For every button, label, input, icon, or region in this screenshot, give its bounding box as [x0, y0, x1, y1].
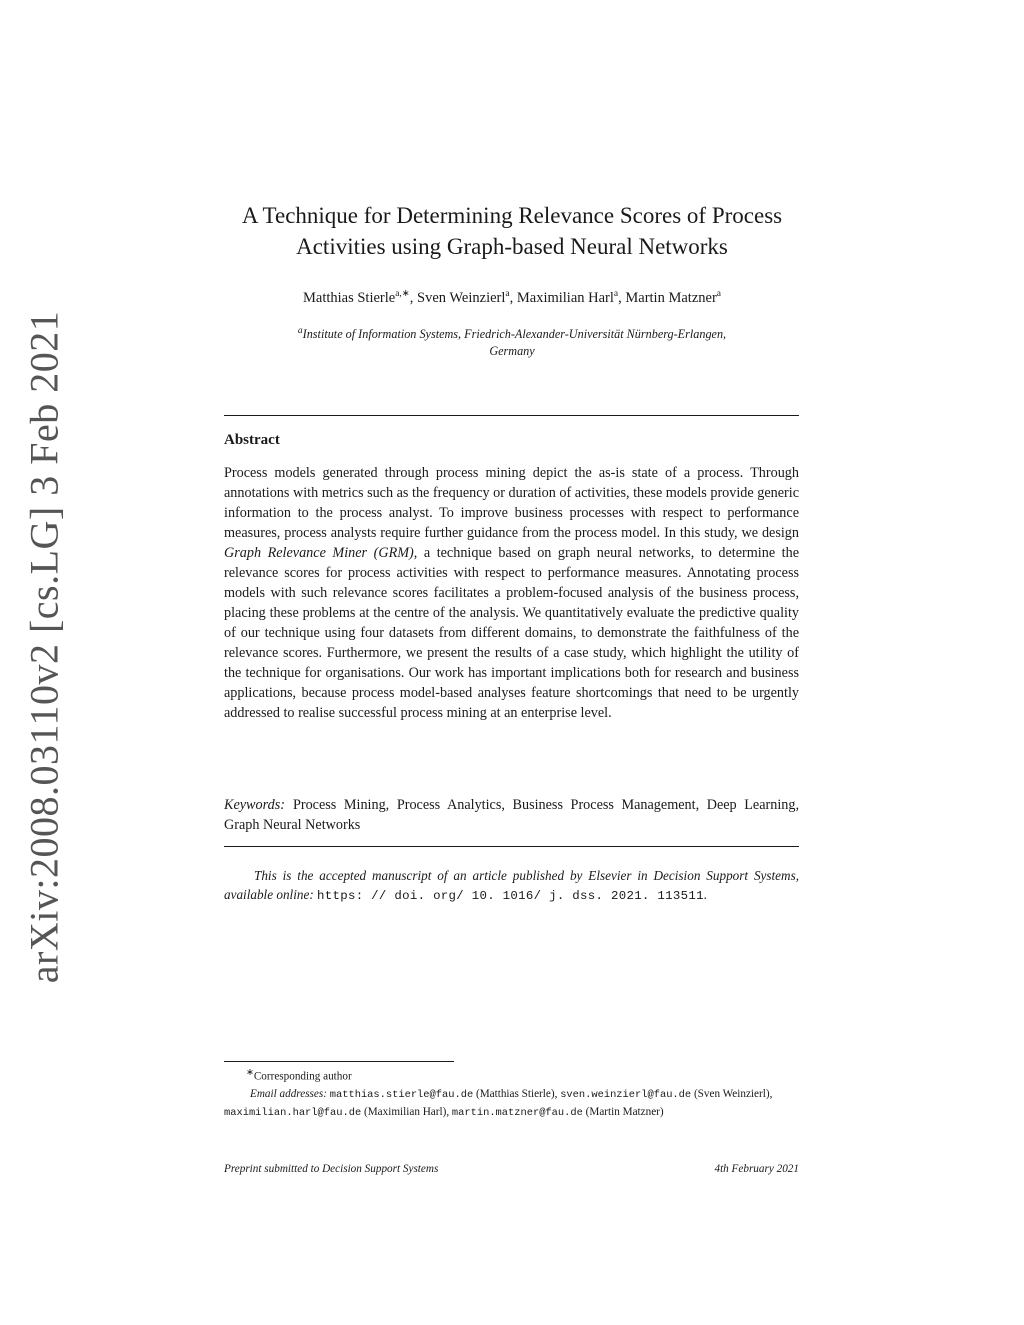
affiliation-line-2: Germany: [489, 344, 535, 359]
email-link[interactable]: martin.matzner@fau.de: [451, 1106, 583, 1119]
email-link[interactable]: matthias.stierle@fau.de: [329, 1088, 474, 1101]
email-owner: (Matthias Stierle): [475, 1087, 555, 1100]
author-affil-mark: a: [613, 289, 619, 299]
author-affil-mark: a: [716, 289, 721, 299]
corresponding-text: Corresponding author: [253, 1070, 352, 1083]
affiliation-mark: a: [297, 326, 303, 336]
preprint-journal: Preprint submitted to Decision Support Systems: [224, 1163, 439, 1175]
email-link[interactable]: sven.weinzierl@fau.de: [560, 1088, 692, 1101]
email-label: Email addresses:: [250, 1087, 327, 1100]
manuscript-note-end: .: [703, 887, 708, 902]
author-list: [212, 288, 812, 307]
author-separator: ,: [409, 289, 418, 306]
author-name: Maximilian Harl: [516, 289, 614, 306]
bottom-divider: [224, 846, 799, 847]
title-line-1: A Technique for Determining Relevance Scores of Process: [241, 203, 783, 228]
abstract-body: [224, 463, 799, 723]
abstract-technique-name: Graph Relevance Miner (GRM): [224, 545, 414, 561]
email-owner: (Martin Matzner): [585, 1105, 664, 1118]
keywords-label: Keywords:: [224, 797, 285, 813]
top-divider: [224, 415, 799, 416]
preprint-date: 4th February 2021: [714, 1163, 799, 1175]
author-name: Martin Matzner: [625, 289, 717, 306]
footnote-rule: [224, 1061, 454, 1062]
author-name: Matthias Stierle: [303, 289, 396, 306]
keywords: [224, 795, 799, 835]
author-affil-mark: a,∗: [395, 289, 410, 299]
corresponding-mark: ∗: [246, 1068, 254, 1078]
doi-link[interactable]: https: // doi. org/ 10. 1016/ j. dss. 2021. 113511: [317, 889, 704, 903]
affiliation: [212, 323, 812, 360]
arxiv-identifier: arXiv:2008.03110v2 [cs.LG] 3 Feb 2021: [21, 310, 67, 984]
manuscript-note-text: This is the accepted manuscript of an article published by Elsevier in Decision Support Systems, available online:: [224, 868, 799, 902]
manuscript-note: [224, 866, 799, 906]
abstract-heading: Abstract: [224, 432, 280, 448]
keywords-text: Process Mining, Process Analytics, Business Process Management, Deep Learning, Graph Neural Networks: [224, 797, 799, 833]
email-separator: ,: [446, 1105, 452, 1118]
email-owner: (Maximilian Harl): [363, 1105, 447, 1118]
title-line-2: Activities using Graph-based Neural Networks: [296, 234, 728, 259]
paper-title: [212, 200, 812, 262]
author-separator: ,: [618, 289, 626, 306]
author-separator: ,: [509, 289, 517, 306]
abstract-text-start: Process models generated through process mining depict the as-is state of a process. Through annotations with metrics such as the frequency or duration of activities, these models provide generic information to the process analyst. To improve business processes with respect to performance measures, process analysts require further guidance from the process model. In this study, we design: [224, 465, 799, 541]
footnotes: [224, 1065, 799, 1122]
email-addresses: [224, 1086, 799, 1122]
email-link[interactable]: maximilian.harl@fau.de: [224, 1106, 362, 1119]
corresponding-author-note: [224, 1065, 799, 1086]
affiliation-line-1: Institute of Information Systems, Friedrich-Alexander-Universität Nürnberg-Erlangen,: [302, 327, 727, 342]
author-name: Sven Weinzierl: [417, 289, 506, 306]
email-owner: (Sven Weinzierl): [693, 1087, 770, 1100]
author-affil-mark: a: [505, 289, 510, 299]
preprint-footer: [224, 1163, 799, 1175]
email-separator: ,: [554, 1087, 561, 1100]
abstract-text-end: , a technique based on graph neural networks, to determine the relevance scores for process activities with respect to performance measures. Annotating process models with such relevance scores facilitates a problem-focused analysis of the business process, placing these problems at the centre of the analysis. We quantitatively evaluate the predictive quality of our technique using four datasets from different domains, to demonstrate the faithfulness of the relevance scores. Furthermore, we present the results of a case study, which highlight the utility of the technique for organisations. Our work has important implications both for research and business applications, because process model-based analyses feature shortcomings that need to be urgently addressed to realise successful process mining at an enterprise level.: [224, 545, 799, 721]
email-separator: ,: [769, 1087, 773, 1100]
